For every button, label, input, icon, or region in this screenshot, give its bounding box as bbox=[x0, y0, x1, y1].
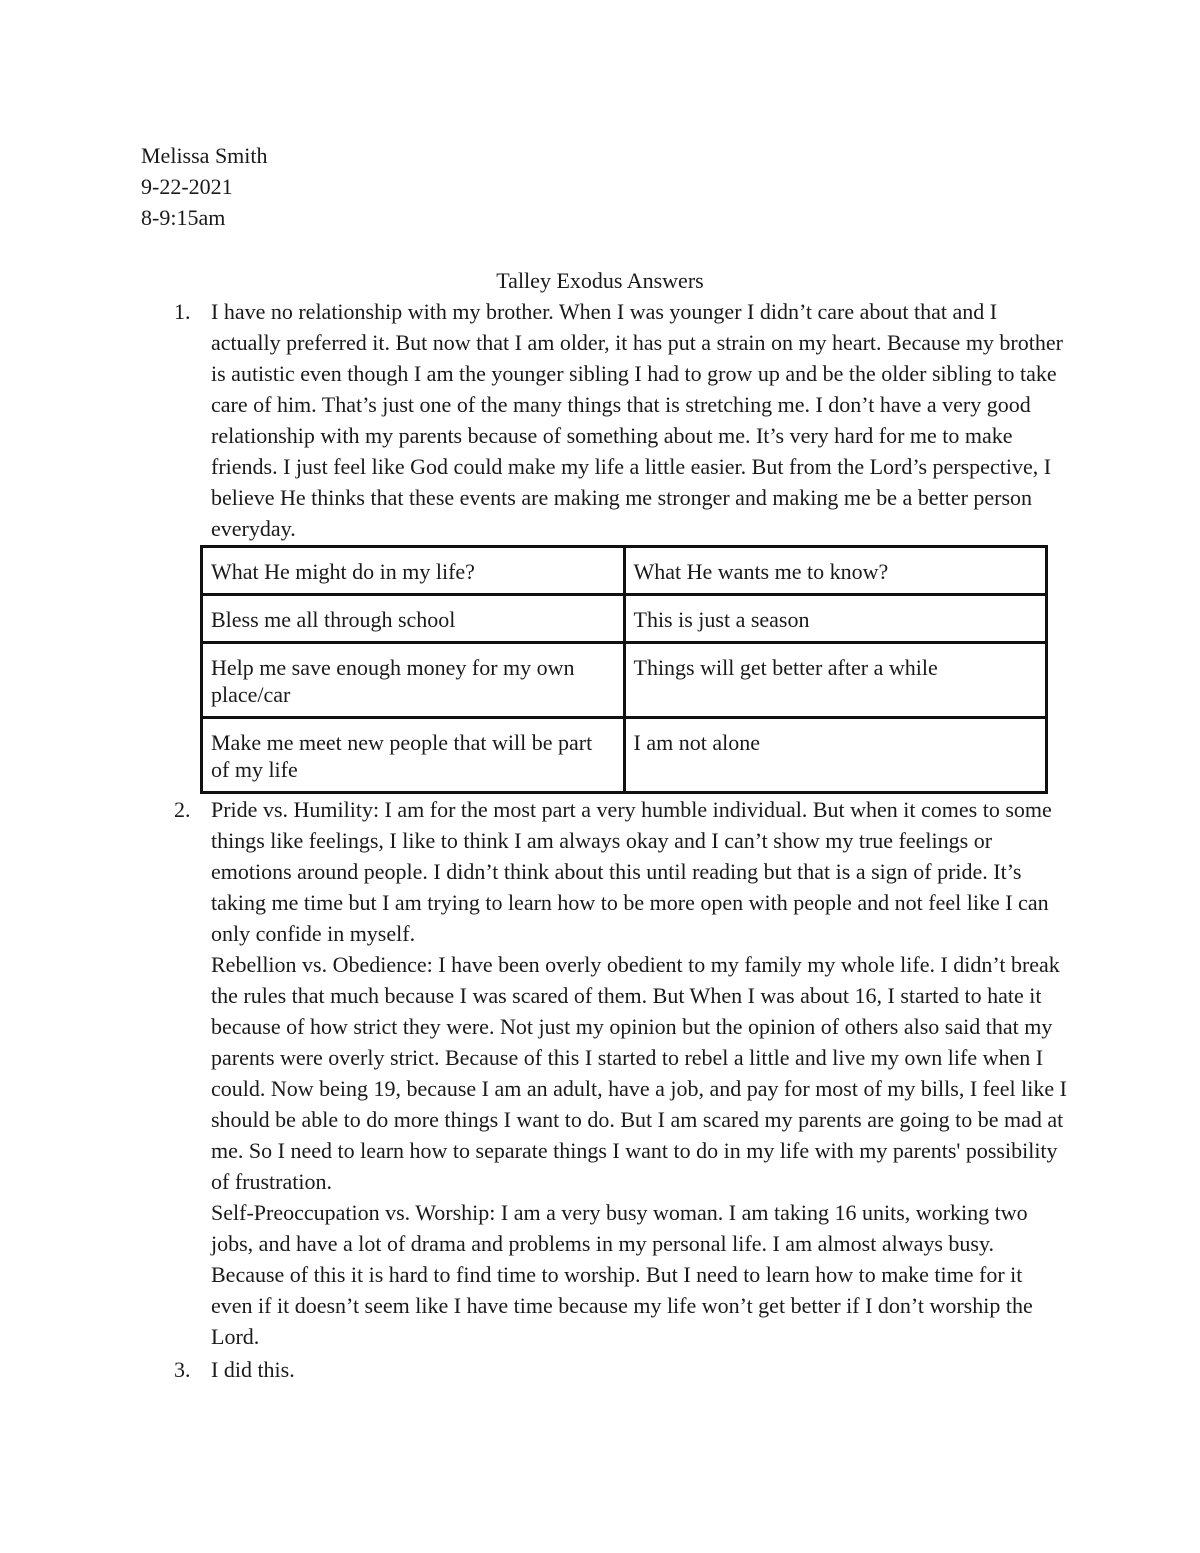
table-cell: This is just a season bbox=[624, 595, 1047, 643]
author-name: Melissa Smith bbox=[141, 143, 268, 168]
item-paragraph: Rebellion vs. Obedience: I have been overly obedient to my family my whole life. I didn’t break the rules that much because I was scared of them. But When I was about 16, I started to hate it because of how strict they were. Not just my opinion but the opinion of others also said that my parents were overly strict. Because of this I started to rebel a little and live my own life when I could. Now being 19, because I am an adult, have a job, and pay for most of my bills, I feel like I should be able to do more things I want to do. But I am scared my parents are going to be mad at me. So I need to learn how to separate things I want to do in my life with my parents' possibility of frustration. bbox=[211, 952, 1067, 1194]
header-block bbox=[141, 140, 268, 233]
date-line: 9-22-2021 bbox=[141, 174, 233, 199]
table-row bbox=[202, 643, 1047, 718]
item-number: 1. bbox=[174, 299, 191, 324]
item-body bbox=[211, 794, 1069, 1352]
item-number: 3. bbox=[174, 1357, 191, 1382]
table-row bbox=[202, 718, 1047, 793]
item-paragraph: Pride vs. Humility: I am for the most part a very humble individual. But when it comes to some things like feelings, I like to think I am always okay and I can’t show my true feelings or emotions around people. I didn’t think about this until reading but that is a sign of pride. It’s taking me time but I am trying to learn how to be more open with people and not feel like I can only confide in myself. bbox=[211, 797, 1052, 946]
table-cell: Things will get better after a while bbox=[624, 643, 1047, 718]
item-number: 2. bbox=[174, 797, 191, 822]
item-paragraph: I did this. bbox=[211, 1357, 295, 1382]
table-cell: What He might do in my life? bbox=[202, 547, 625, 595]
table-row bbox=[202, 547, 1047, 595]
table-cell: Help me save enough money for my own place/car bbox=[202, 643, 625, 718]
table-cell: Bless me all through school bbox=[202, 595, 625, 643]
item-body bbox=[211, 1354, 1069, 1385]
table-cell: I am not alone bbox=[624, 718, 1047, 793]
table-row bbox=[202, 595, 1047, 643]
item-paragraph: Self-Preoccupation vs. Worship: I am a very busy woman. I am taking 16 units, working two jobs, and have a lot of drama and problems in my personal life. I am almost always busy. Because of this it is hard to find time to worship. But I need to learn how to make time for it even if it doesn’t seem like I have time because my life won’t get better if I don’t worship the Lord. bbox=[211, 1200, 1033, 1349]
table-cell: What He wants me to know? bbox=[624, 547, 1047, 595]
item-body bbox=[211, 296, 1069, 544]
document-title: Talley Exodus Answers bbox=[496, 268, 704, 293]
time-line: 8-9:15am bbox=[141, 205, 226, 230]
item-paragraph: I have no relationship with my brother. When I was younger I didn’t care about that and I actually preferred it. But now that I am older, it has put a strain on my heart. Because my brother is autistic even though I am the younger sibling I had to grow up and be the older sibling to take care of him. That’s just one of the many things that is stretching me. I don’t have a very good relationship with my parents because of something about me. It’s very hard for me to make friends. I just feel like God could make my life a little easier. But from the Lord’s perspective, I believe He thinks that these events are making me stronger and making me be a better person everyday. bbox=[211, 299, 1063, 541]
table-cell: Make me meet new people that will be part of my life bbox=[202, 718, 625, 793]
answer-table bbox=[200, 545, 1048, 794]
